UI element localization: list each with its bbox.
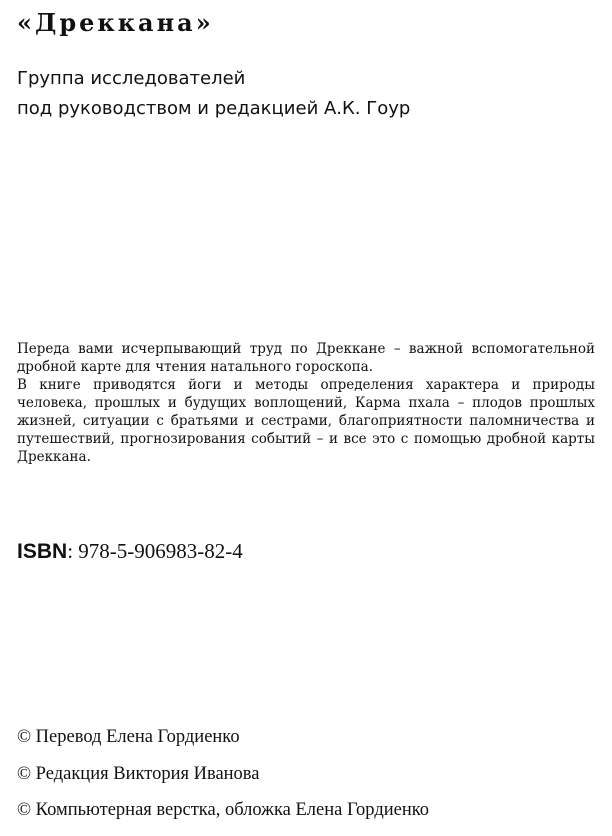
isbn-label: ISBN [17,540,68,563]
credit-layout: © Компьютерная верстка, обложка Елена Гордиенко [17,800,430,820]
authors-line-2: под руководством и редакцией А.К. Гоур [17,98,411,119]
annotation-paragraph-2: В книге приводятся йоги и методы определения характера и природы человека, прошлых и будущих воплощений, Карма пхала – плодов прошлых жизней, ситуации с братьями и сестрами, благоприятности паломничества и путешествий, прогнозирования событий – и все это с помощью дробной карты Дреккана. [17,377,595,465]
credit-translation: © Перевод Елена Гордиенко [17,727,240,747]
isbn-separator: : [67,539,74,563]
annotation-block [17,340,595,466]
authors-line-1: Группа исследователей [17,68,246,89]
isbn-line [17,539,243,564]
annotation-paragraph-1: Переда вами исчерпывающий труд по Дреккане – важной вспомогательной дробной карте для чтения натального гороскопа. [17,341,595,375]
isbn-value: 978-5-906983-82-4 [78,539,243,563]
authors-block [17,64,410,124]
book-title: «Дреккана» [17,8,214,37]
credit-editing: © Редакция Виктория Иванова [17,764,260,784]
